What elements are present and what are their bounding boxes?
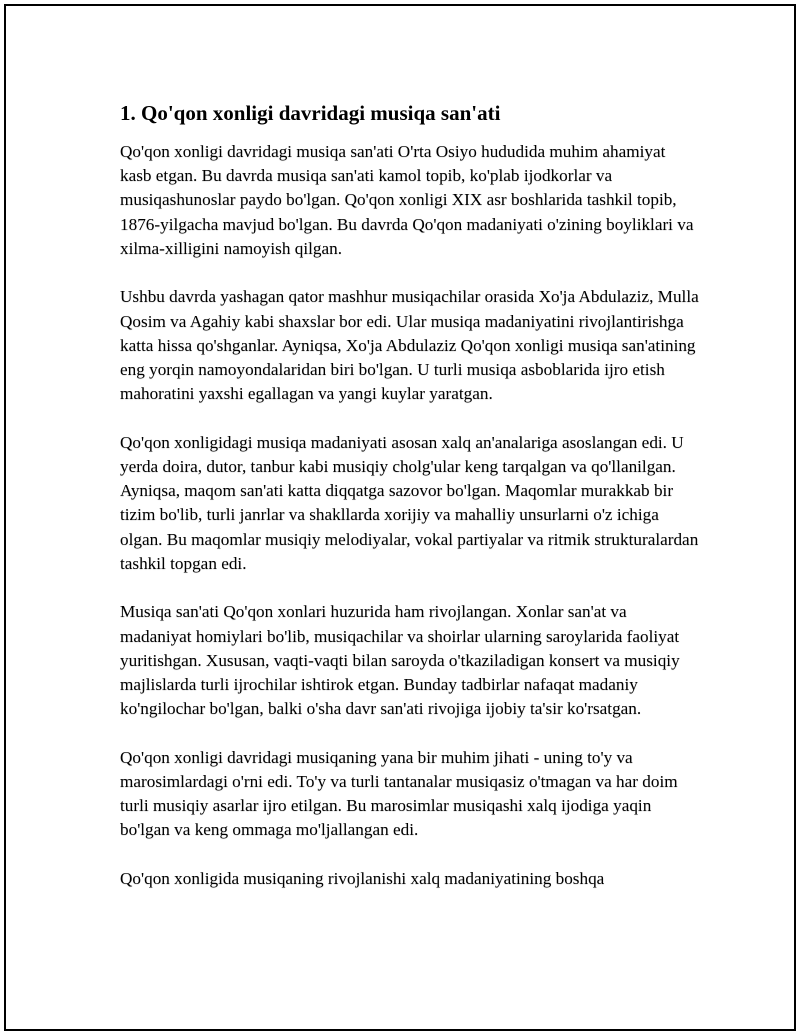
paragraph-3: Qo'qon xonligidagi musiqa madaniyati asosan xalq an'analariga asoslangan edi. U yerda doira, dutor, tanbur kabi musiqiy cholg'ular keng tarqalgan va qo'llanilgan. Ayniqsa, maqom san'ati katta diqqatga sazovor bo'lgan. Maqomlar murakkab bir tizim bo'lib, turli janrlar va shakllarda xorijiy va mahalliy unsurlarni o'z ichiga olgan. Bu maqomlar musiqiy melodiyalar, vokal partiyalar va ritmik strukturalardan tashkil topgan edi.: [120, 432, 699, 573]
paragraph-2: Ushbu davrda yashagan qator mashhur musiqachilar orasida Xo'ja Abdulaziz, Mulla Qosim va Agahiy kabi shaxslar bor edi. Ular musiqa madaniyatini rivojlantirishga katta hissa qo'shganlar. Ayniqsa, Xo'ja Abdulaziz Qo'qon xonligi musiqa san'atining eng yorqin namoyondalaridan biri bo'lgan. U turli musiqa asboblarida ijro etish mahoratini yaxshi egallagan va yangi kuylar yaratgan.: [120, 287, 699, 404]
paragraph-1: Qo'qon xonligi davridagi musiqa san'ati O'rta Osiyo hududida muhim ahamiyat kasb etgan. Bu davrda musiqa san'ati kamol topib, ko'plab ijodkorlar va musiqashunoslar paydo bo'lgan. Qo'qon xonligi XIX asr boshlarida tashkil topib, 1876-yilgacha mavjud bo'lgan. Bu davrda Qo'qon madaniyati o'zining boyliklari va xilma-xilligini namoyish qilgan.: [120, 142, 694, 258]
document-page: [4, 4, 796, 1031]
paragraph-4: Musiqa san'ati Qo'qon xonlari huzurida ham rivojlangan. Xonlar san'at va madaniyat homiylari bo'lib, musiqachilar va shoirlar ularning saroylarida faoliyat yuritishgan. Xususan, vaqti-vaqti bilan saroyda o'tkaziladigan konsert va musiqiy majlislarda turli ijrochilar ishtirok etgan. Bunday tadbirlar nafaqat madaniy ko'ngilochar bo'lgan, balki o'sha davr san'ati rivojiga ijobiy ta'sir ko'rsatgan.: [120, 602, 680, 719]
paragraph-6: Qo'qon xonligida musiqaning rivojlanishi xalq madaniyatining boshqa: [120, 869, 605, 889]
section-heading: 1. Qo'qon xonligi davridagi musiqa san'ati: [120, 101, 501, 125]
paragraph-5: Qo'qon xonligi davridagi musiqaning yana bir muhim jihati - uning to'y va marosimlardagi o'rni edi. To'y va turli tantanalar musiqasiz o'tmagan va har doim turli musiqiy asarlar ijro etilgan. Bu marosimlar musiqashi xalq ijodiga yaqin bo'lgan va keng ommaga mo'ljallangan edi.: [120, 747, 678, 840]
document-body: [120, 94, 700, 916]
